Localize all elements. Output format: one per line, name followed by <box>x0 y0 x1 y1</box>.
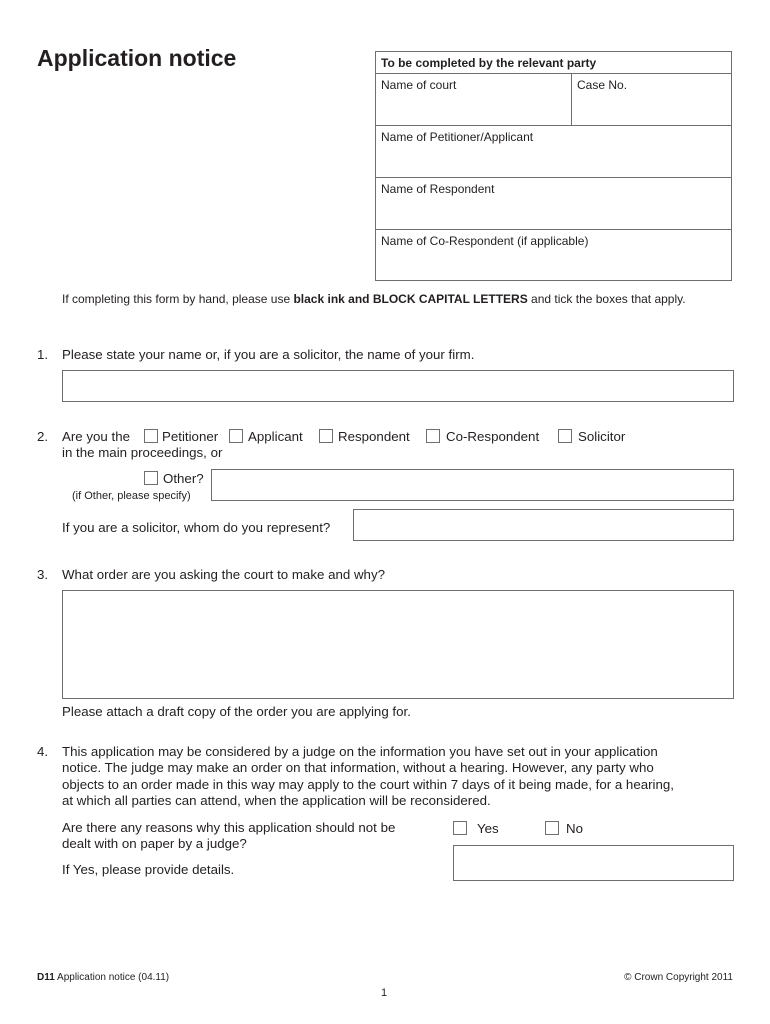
respondent-name-label: Name of Respondent <box>381 182 495 196</box>
footer-copyright: © Crown Copyright 2011 <box>624 972 733 983</box>
case-no-label: Case No. <box>577 78 628 92</box>
q2-number: 2. <box>37 429 49 444</box>
solicitor-checkbox[interactable] <box>558 429 572 443</box>
footer-form-id: D11 Application notice (04.11) <box>37 972 170 983</box>
q4-reasons-question: Are there any reasons why this application should not be dealt with on paper by a judge? <box>62 820 396 852</box>
petitioner-name-field[interactable] <box>375 125 732 178</box>
other-specify-input[interactable] <box>211 469 734 501</box>
other-hint: (if Other, please specify) <box>72 490 191 502</box>
applicant-label: Applicant <box>248 429 303 444</box>
court-box-header <box>375 51 732 74</box>
q4-line: at which all parties can attend, when the application will be reconsidered. <box>62 792 491 808</box>
q3-order-textarea[interactable] <box>62 590 734 699</box>
instruction-text: If completing this form by hand, please use black ink and BLOCK CAPITAL LETTERS and tick the boxes that apply. <box>62 292 686 306</box>
solicitor-represent-question: If you are a solicitor, whom do you represent? <box>62 520 331 535</box>
main-proceedings-text: in the main proceedings, or <box>62 445 223 460</box>
case-no-field[interactable] <box>571 73 732 126</box>
q4-paragraph <box>62 744 674 809</box>
other-checkbox[interactable] <box>144 471 158 485</box>
respondent-label: Respondent <box>338 429 410 444</box>
petitioner-label: Petitioner <box>162 429 219 444</box>
name-of-court-label: Name of court <box>381 78 457 92</box>
no-label: No <box>566 821 583 836</box>
q3-number: 3. <box>37 567 49 582</box>
co-respondent-name-field[interactable] <box>375 229 732 281</box>
petitioner-checkbox[interactable] <box>144 429 158 443</box>
q1-text: Please state your name or, if you are a solicitor, the name of your firm. <box>62 347 475 362</box>
q4-details-input[interactable] <box>453 845 734 881</box>
applicant-checkbox[interactable] <box>229 429 243 443</box>
page-number: 1 <box>381 987 388 999</box>
court-box-header-text: To be completed by the relevant party <box>381 56 597 70</box>
q3-text: What order are you asking the court to make and why? <box>62 567 385 582</box>
no-checkbox[interactable] <box>545 821 559 835</box>
respondent-checkbox[interactable] <box>319 429 333 443</box>
respondent-name-field[interactable] <box>375 177 732 230</box>
page-title: Application notice <box>37 45 237 71</box>
q4-line: notice. The judge may make an order on that information, without a hearing. However, any party who <box>62 760 654 776</box>
q1-number: 1. <box>37 347 49 362</box>
q2-are-you-label: Are you the <box>62 429 131 444</box>
q1-name-input[interactable] <box>62 370 734 402</box>
co-respondent-name-label: Name of Co-Respondent (if applicable) <box>381 234 589 248</box>
q4-details-label: If Yes, please provide details. <box>62 862 235 877</box>
co-respondent-label: Co-Respondent <box>446 429 540 444</box>
co-respondent-checkbox[interactable] <box>426 429 440 443</box>
yes-checkbox[interactable] <box>453 821 467 835</box>
court-details-box <box>375 51 732 281</box>
petitioner-name-label: Name of Petitioner/Applicant <box>381 130 534 144</box>
q3-attach-note: Please attach a draft copy of the order you are applying for. <box>62 704 411 719</box>
yes-label: Yes <box>477 821 499 836</box>
q4-line: This application may be considered by a judge on the information you have set out in your application <box>62 744 658 759</box>
q4-line: objects to an order made in this way may apply to the court within 7 days of it being made, for a hearing, <box>62 776 674 792</box>
solicitor-represent-input[interactable] <box>353 509 734 541</box>
name-of-court-field[interactable] <box>375 73 572 126</box>
q4-number: 4. <box>37 744 49 759</box>
solicitor-label: Solicitor <box>578 429 626 444</box>
other-label: Other? <box>163 471 204 486</box>
